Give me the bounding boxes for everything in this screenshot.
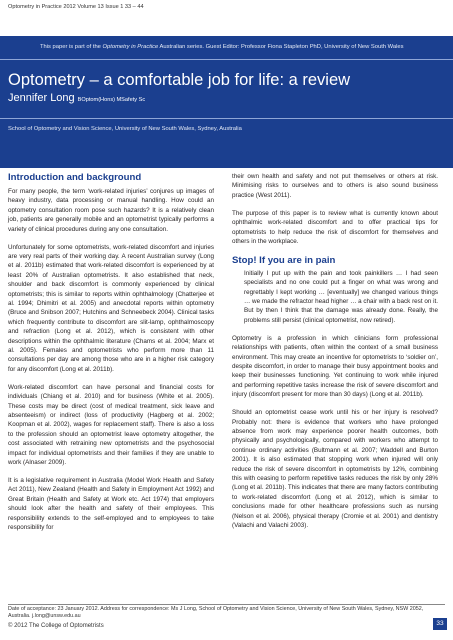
body-paragraph: The purpose of this paper is to review what is currently known about ophthalmic work-related discomfort and to offer practical tips for optometrists to help reduce the risk of discomfort for themselves and others in the workplace. — [232, 209, 438, 245]
series-journal: Optometry in Practice — [102, 44, 159, 50]
section-heading-stop: Stop! If you are in pain — [232, 254, 336, 266]
copyright: © 2012 The College of Optometrists — [8, 623, 104, 629]
footer-divider — [8, 604, 445, 605]
page-number: 33 — [433, 618, 447, 630]
affiliation: School of Optometry and Vision Science, University of New South Wales, Sydney, Australia — [8, 126, 242, 132]
body-paragraph: Optometry is a profession in which clinicians form professional relationships with patients, often within the context of a small business environment. This may create an incentive for optometrists to ‘soldier on’, despite discomfort, in order to manage their busy appointment books and keep their businesses functioning. Yet continuing to work while injured and performing repetitive tasks increase the risk of severe discomfort and injury (discomfort present for more than 30 days) (Long et al. 2011b). — [232, 334, 438, 399]
body-paragraph: Work-related discomfort can have personal and financial costs for individuals (Chiang et al. 2010) and for business (White et al. 2005). These costs may be direct (cost of medical treatment, sick leave and absenteeism) or indirect (loss of productivity (Hagberg et al. 2002; Koopman et al. 2002), wages for replacement staff). There is also a loss to the profession should an optometrist leave optometry altogether, the cost associated with retraining new optometrists and the psychosocial impact for individual optometrists and their families if they are unable to work (Alnaser 2009). — [8, 383, 214, 466]
left-column — [8, 172, 214, 541]
title-banner — [0, 36, 453, 168]
article-title: Optometry – a comfortable job for life: a review — [8, 71, 351, 89]
body-paragraph: Should an optometrist cease work until his or her injury is resolved? Probably not: there is evidence that workers who have prolonged absence from work may experience poorer health outcomes, both physically and psychologically, compared with workers who attempt to continue ordinary activities (Bultmann et al. 2007; Waddell and Burton 2001). It is also estimated that stopping work when injured will only reduce the risk of severe discomfort in optometrists by 12%, combining this with ceasing to perform repetitive tasks reduces the risk by only 28% (Long et al. 2011b). This indicates that there are many factors contributing to work-related discomfort (Long et al. 2012), which is similar to conclusions made for other healthcare professions such as nursing (Nelson et al. 2006), physical therapy (Cromie et al. 2001) and dentistry (Valachi and Valachi 2003). — [232, 409, 438, 529]
author-degrees: BOptom(Hons) MSafety Sc — [77, 97, 146, 103]
author-line — [8, 92, 145, 104]
body-paragraph: It is a legislative requirement in Australia (Model Work Health and Safety Act 2011), New Zealand (Health and Safety in Employment Act 1992) and Great Britain (Health and Safety at Work etc. Act 1974) that employers should look after the health and safety of their employees. This responsibility extends to the self-employed and to employees to take responsibility for — [8, 476, 214, 531]
right-column — [232, 172, 438, 539]
banner-divider-top — [0, 59, 453, 60]
running-head: Optometry in Practice 2012 Volume 13 Issue 1 33 – 44 — [8, 4, 144, 10]
correspondence-note: Date of acceptance: 23 January 2012. Address for correspondence: Ms J Long, School of Optometry and Vision Science, University of New South Wales, Sydney, NSW 2052, Australia. j.long@unsw.edu.au — [8, 606, 424, 620]
author-name: Jennifer Long — [8, 92, 75, 104]
body-paragraph: their own health and safety and not put themselves or others at risk. Minimising risks to ourselves and to others is also sound business practice (West 2011). — [232, 173, 438, 199]
block-quote: Initially I put up with the pain and took painkillers … I had seen specialists and no one could put a finger on what was wrong and regrettably I kept working … [eventually] we changed various things … we made the refractor head higher … a chair with a back rest on it. But by then I think that the damage was already done. Really, the problems still persist (clinical optometrist, now retired). — [244, 269, 438, 324]
body-paragraph: For many people, the term ‘work-related injuries’ conjures up images of heavy industry, data processing or manual handling. How could an optometry consultation room pose such hazards? It is a relatively clean job, patients are generally mobile and an optometrist typically performs a variety of clinical procedures during any one consultation. — [8, 188, 214, 233]
body-paragraph: Unfortunately for some optometrists, work-related discomfort and injuries are very real parts of their working day. A recent Australian survey (Long et al. 2011b) estimated that work-related discomfort is experienced by at least 20% of Australian optometrists. It also established that neck, shoulder and back discomfort is commonly experienced by clinical optometrists; this is similar to reports within ophthalmology (Chatterjee et al. 1994; Dhimitri et al. 2005) and anecdotal reports within optometry (Bruce and Snibson 2007; Hutchins and Schneebeck 2004). Clinical tasks which frequently contribute to discomfort are slit-lamp, ophthalmoscopy and refraction (Long et al. 2012), which is consistent with other descriptions within the ophthalmic literature (Chams et al. 2004; Marx et al. 2005). Females and optometrists who perform more than 11 consultations per day are among those who are in a higher risk category for any discomfort (Long et al. 2011b). — [8, 243, 214, 373]
section-heading-introduction: Introduction and background — [8, 172, 142, 183]
banner-divider-bottom — [0, 118, 453, 119]
series-note — [40, 44, 404, 50]
series-post: Australian series. Guest Editor: Professor Fiona Stapleton PhD, University of New South Wales — [158, 44, 404, 50]
series-pre: This paper is part of the — [40, 44, 103, 50]
